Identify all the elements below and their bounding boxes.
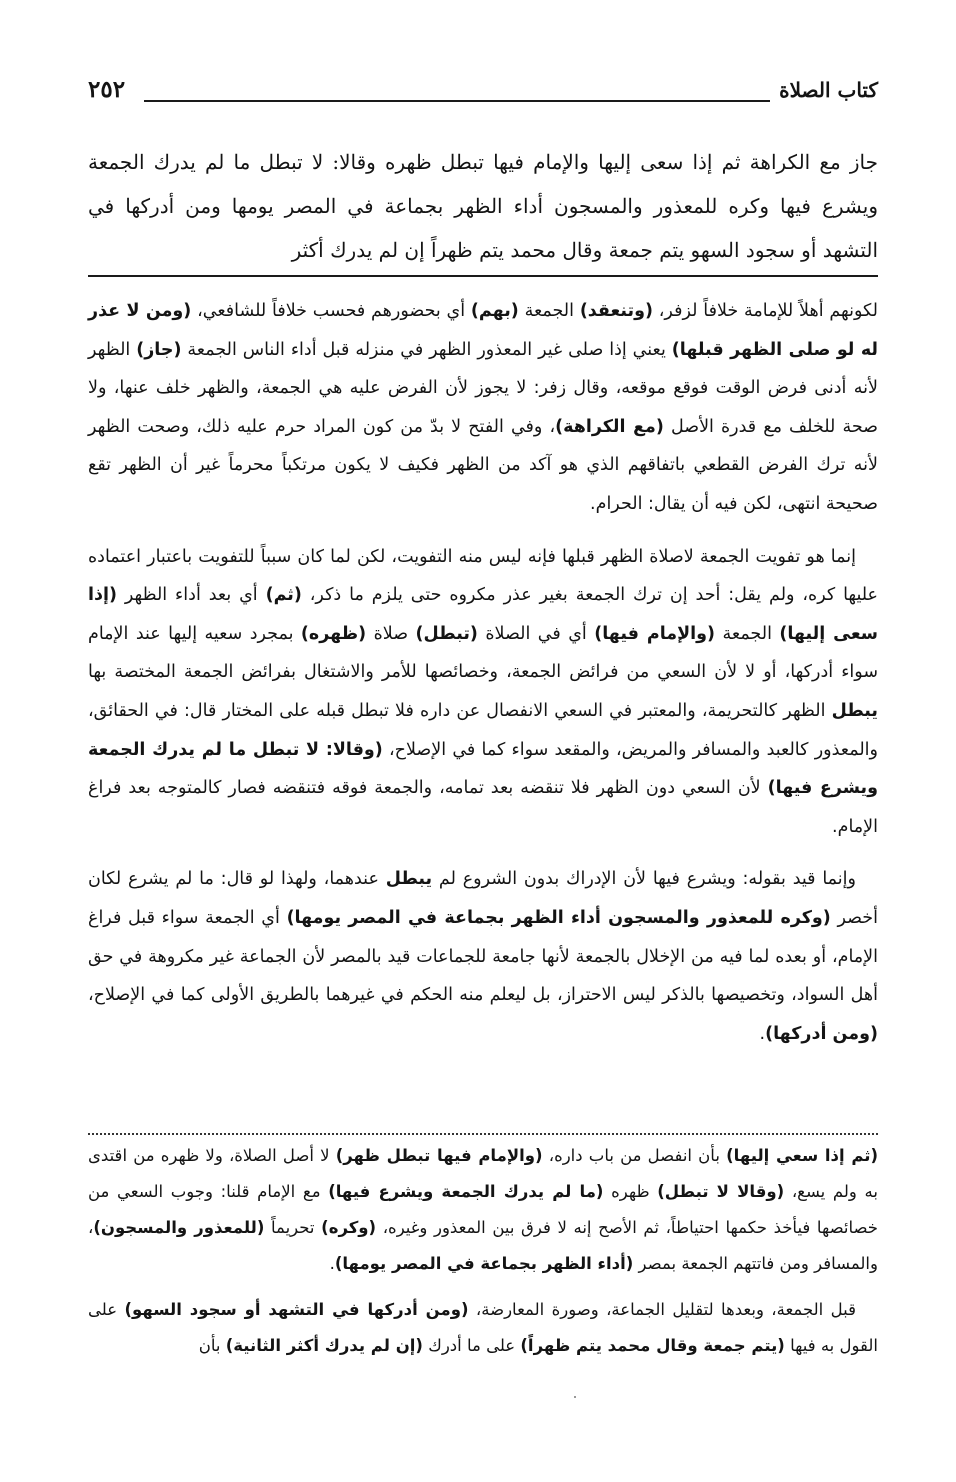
book-title: كتاب الصلاة: [779, 78, 878, 102]
text-segment: لأن السعي دون الظهر فلا تنقضه بعد تمامه، والجمعة فوقه فتنقضه فصار كالمتوجه بعد فراغ الإمام.: [88, 778, 878, 837]
bold-segment: (وكره للمعذور والمسجون أداء الظهر بجماعة في المصر يومها): [286, 907, 831, 928]
hashiya-footnotes: [88, 1138, 878, 1364]
page-number: ٢٥٢: [88, 76, 126, 103]
bold-segment: (وتنعقد): [579, 301, 653, 321]
bold-segment: (جاز): [136, 339, 182, 360]
text-segment: وإنما قيد بقوله: ويشرع فيها لأن الإدراك بدون الشروع لم: [432, 869, 856, 890]
text-segment: أي في الصلاة: [477, 623, 595, 644]
scan-speck: [574, 1396, 576, 1398]
text-segment: الجمعة: [518, 301, 580, 321]
text-segment: إنما هو تفويت الجمعة لاصلاة الظهر قبلها فإنه ليس منه التفويت، لكن لما كان سبباً للتفويت باعتبار اعتماده عليها كره، ولم يقل: أحد إن ترك الجمعة بغير عذر مكروه حتى يلزم ما ذكر،: [88, 546, 878, 606]
bold-segment: (للمعذور والمسجون): [93, 1218, 265, 1237]
text-segment: ، وفي الفتح لا بدّ من كون المراد حرم عليه ذلك، وصحت الظهر لأنه ترك الفرض القطعي باتفاقهم الذي هو آكد من الظهر فكيف لا يكون مرتكباً محرماً غير أن الظهر تقع صحيحة انتهى، لكن فيه أن يقال: الحرام.: [88, 416, 878, 514]
text-segment: مع الإمام قلنا: وجوب السعي من خصائصها فيأخذ حكمها احتياطاً، ثم الأصح إنه لا فرق بين المعذور وغيره،: [88, 1182, 879, 1237]
text-segment: أي بعد أداء الظهر: [116, 585, 266, 606]
text-segment: الجمعة: [715, 623, 780, 644]
matn-divider: [88, 275, 878, 277]
text-segment: الظهر لأنه أدنى فرض الوقت فوقع موقعه، وقال زفر: لا يجوز لأن الفرض عليه هي الجمعة، والظهر خلف عنها، ولا صحة للخلف مع قدرة الأصل: [88, 339, 878, 437]
text-segment: .: [759, 1023, 766, 1044]
bold-segment: (ما لم يدرك الجمعة ويشرع فيها): [328, 1182, 604, 1201]
bold-segment: (ومن أدركها في التشهد أو سجود السهو): [124, 1300, 469, 1319]
bold-segment: (ومن لا عذر له لو صلى الظهر قبلها): [88, 301, 879, 360]
bold-segment: (ومن أدركها): [765, 1023, 878, 1044]
sharh-paragraph-2: [88, 538, 878, 847]
bold-segment: (ثم إذا سعي إليها): [726, 1146, 879, 1165]
bold-segment: (والإمام فيها تبطل ظهر): [335, 1146, 543, 1165]
text-segment: تحريماً: [264, 1218, 322, 1237]
sharh-paragraph-3: [88, 860, 878, 1053]
text-segment: عندهما، ولهذا لو قال: ما لم يشرع لكان أخصر: [88, 869, 878, 928]
matn-text: [88, 140, 878, 272]
bold-segment: (وكره): [321, 1218, 377, 1237]
header-rule: [144, 100, 770, 102]
text-segment: .: [329, 1254, 335, 1273]
footnote-divider: [88, 1133, 878, 1135]
bold-segment: (وقالا لا تبطل): [657, 1182, 785, 1201]
text-segment: يعني إذا صلى غير المعذور الظهر في منزله قبل أداء الناس الجمعة: [181, 339, 672, 360]
bold-segment: يبطل: [831, 700, 878, 721]
bold-segment: (إذا سعى إليها): [88, 585, 878, 644]
bold-segment: (مع الكراهة): [555, 416, 664, 437]
matn-paragraph: جاز مع الكراهة ثم إذا سعى إليها والإمام فيها تبطل ظهره وقالا: لا تبطل ما لم يدرك الجمعة ويشرع فيها وكره للمعذور والمسجون أداء الظهر بجماعة في المصر يومها ومن أدركها في التشهد أو سجود السهو يتم جمعة وقال محمد يتم ظهراً إن لم يدرك أكثر: [88, 150, 878, 262]
bold-segment: (إن لم يدرك أكثر الثانية): [225, 1336, 423, 1355]
text-segment: لكونهم أهلاً للإمامة خلافاً لزفر،: [652, 301, 879, 321]
bold-segment: (وقالا: لا تبطل ما لم يدرك الجمعة ويشرع فيها): [88, 739, 878, 799]
hashiya-paragraph-1: [88, 1138, 878, 1282]
text-segment: على القول به فيها: [88, 1300, 878, 1355]
text-segment: على ما أدرك: [422, 1336, 521, 1355]
text-segment: ظهره: [603, 1182, 658, 1201]
bold-segment: (أداء الظهر بجماعة في المصر يومها): [334, 1254, 634, 1273]
bold-segment: (ظهره): [300, 623, 367, 644]
sharh-paragraph-1: [88, 292, 878, 524]
bold-segment: (يتم جمعة وقال محمد يتم ظهراً): [520, 1336, 785, 1355]
text-segment: بمجرد سعيه إليها عند الإمام سواء أدركها، أو لا لأن السعي من فرائض الجمعة، وخصائصها للأمر والاشتغال بفرائض الجمعة المختصة بها: [88, 623, 878, 683]
sharh-commentary: [88, 292, 878, 1053]
text-segment: الظهر كالتحريمة، والمعتبر في السعي الانفصال عن داره فلا تبطل قبله على المختار قال: في الحقائق، والمعذور كالعبد والمسافر والمريض، والمقعد سواء كما في الإصلاح،: [88, 700, 878, 760]
page-header: [88, 72, 878, 112]
bold-segment: (بهم): [470, 301, 519, 321]
text-segment: بأن انفصل من باب داره،: [542, 1146, 727, 1165]
hashiya-paragraph-2: [88, 1292, 878, 1364]
text-segment: لا أصل الصلاة، ولا ظهره من اقتدى به ولم يسع،: [88, 1146, 878, 1201]
bold-segment: (تبطل): [415, 623, 478, 644]
text-segment: أي بحضورهم فحسب خلافاً للشافعي،: [191, 301, 471, 321]
text-segment: أي الجمعة سواء قبل فراغ الإمام، أو بعده لما فيه من الإخلال بالجمعة لأنها جامعة للجماعات قيد بالمصر لأن الجماعة غير مكروهة في حق أهل السواد، وتخصيصها بالذكر ليس الاحتراز، بل ليعلم منه الحكم في غيرهما بالطريق الأولى كما في الإصلاح،: [88, 907, 878, 1006]
text-segment: قبل الجمعة، وبعدها لتقليل الجماعة، وصورة المعارضة،: [468, 1300, 856, 1319]
bold-segment: يبطل: [385, 869, 433, 890]
text-segment: صلاة: [366, 623, 416, 644]
bold-segment: (والإمام فيها): [594, 623, 716, 644]
text-segment: بأن: [198, 1336, 226, 1355]
bold-segment: (ثم): [265, 585, 302, 606]
text-segment: ، والمسافر ومن فاتتهم الجمعة بمصر: [88, 1218, 878, 1273]
